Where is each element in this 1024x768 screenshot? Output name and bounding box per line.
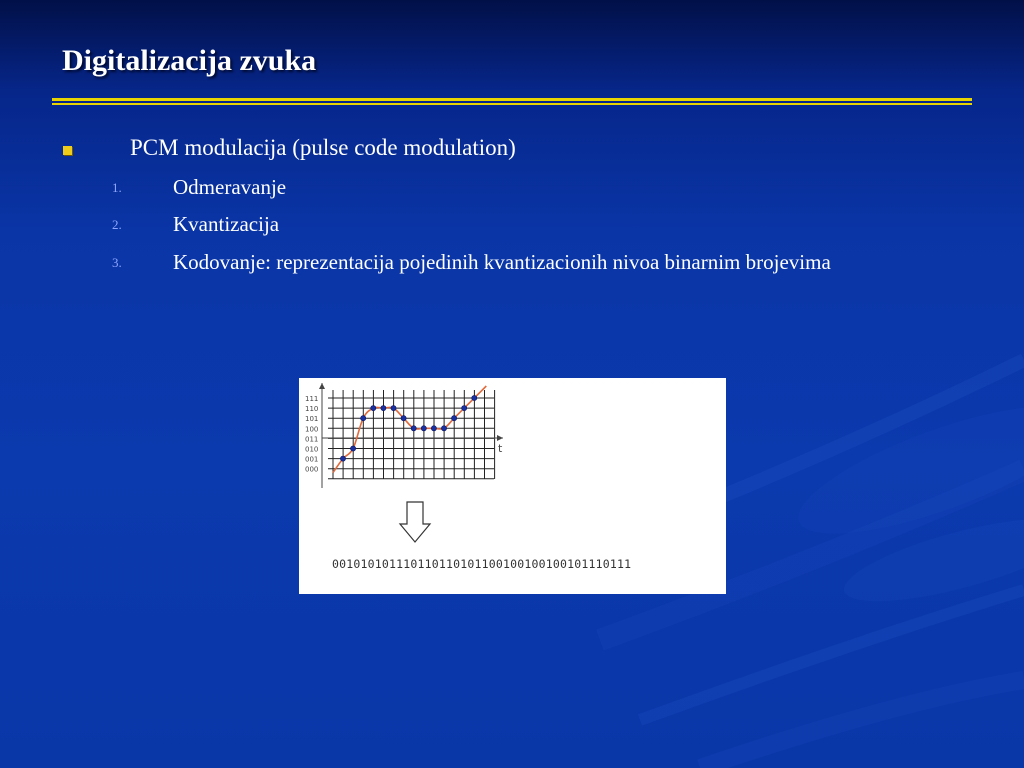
level-label-100: 100: [305, 425, 319, 434]
sample-point: [411, 426, 416, 431]
level-label-101: 101: [305, 415, 319, 424]
pcm-figure: [299, 378, 726, 594]
sample-point: [361, 416, 366, 421]
bullet-pcm-modulation: PCM modulacija (pulse code modulation): [130, 135, 516, 160]
step-odmeravanje: Odmeravanje: [173, 175, 287, 199]
level-label-110: 110: [305, 405, 319, 414]
y-axis-arrow-icon: [319, 383, 325, 389]
sample-point: [351, 446, 356, 451]
level-label-000: 000: [305, 465, 319, 474]
signal-curve: [333, 386, 486, 473]
sample-point: [462, 406, 467, 411]
sample-point: [421, 426, 426, 431]
step-kvantizacija: Kvantizacija: [173, 212, 280, 236]
slide-title: Digitalizacija zvuka: [62, 44, 317, 77]
sample-point: [401, 416, 406, 421]
time-axis-label: t: [498, 442, 503, 455]
sample-point: [371, 406, 376, 411]
level-label-001: 001: [305, 455, 319, 464]
sample-point: [391, 406, 396, 411]
sample-point: [340, 456, 345, 461]
down-arrow-icon: [400, 502, 430, 542]
level-label-010: 010: [305, 445, 319, 454]
step-kodovanje: Kodovanje: reprezentacija pojedinih kvantizacionih nivoa binarnim brojevima: [173, 250, 831, 274]
sample-point: [472, 395, 477, 400]
step-number-1: 1.: [112, 180, 122, 195]
level-label-011: 011: [305, 435, 319, 444]
title-underline-top: [52, 98, 972, 101]
sample-point: [431, 426, 436, 431]
title-underline-bottom: [52, 103, 972, 105]
sample-point: [441, 426, 446, 431]
time-axis-arrow-icon: [497, 435, 503, 441]
sample-point: [381, 406, 386, 411]
step-number-3: 3.: [112, 255, 122, 270]
step-number-2: 2.: [112, 217, 122, 232]
sample-point: [452, 416, 457, 421]
binary-bitstream: 001010101110110110101100100100100101110111: [332, 557, 632, 571]
level-label-111: 111: [305, 395, 319, 403]
square-bullet-icon: [63, 146, 72, 155]
